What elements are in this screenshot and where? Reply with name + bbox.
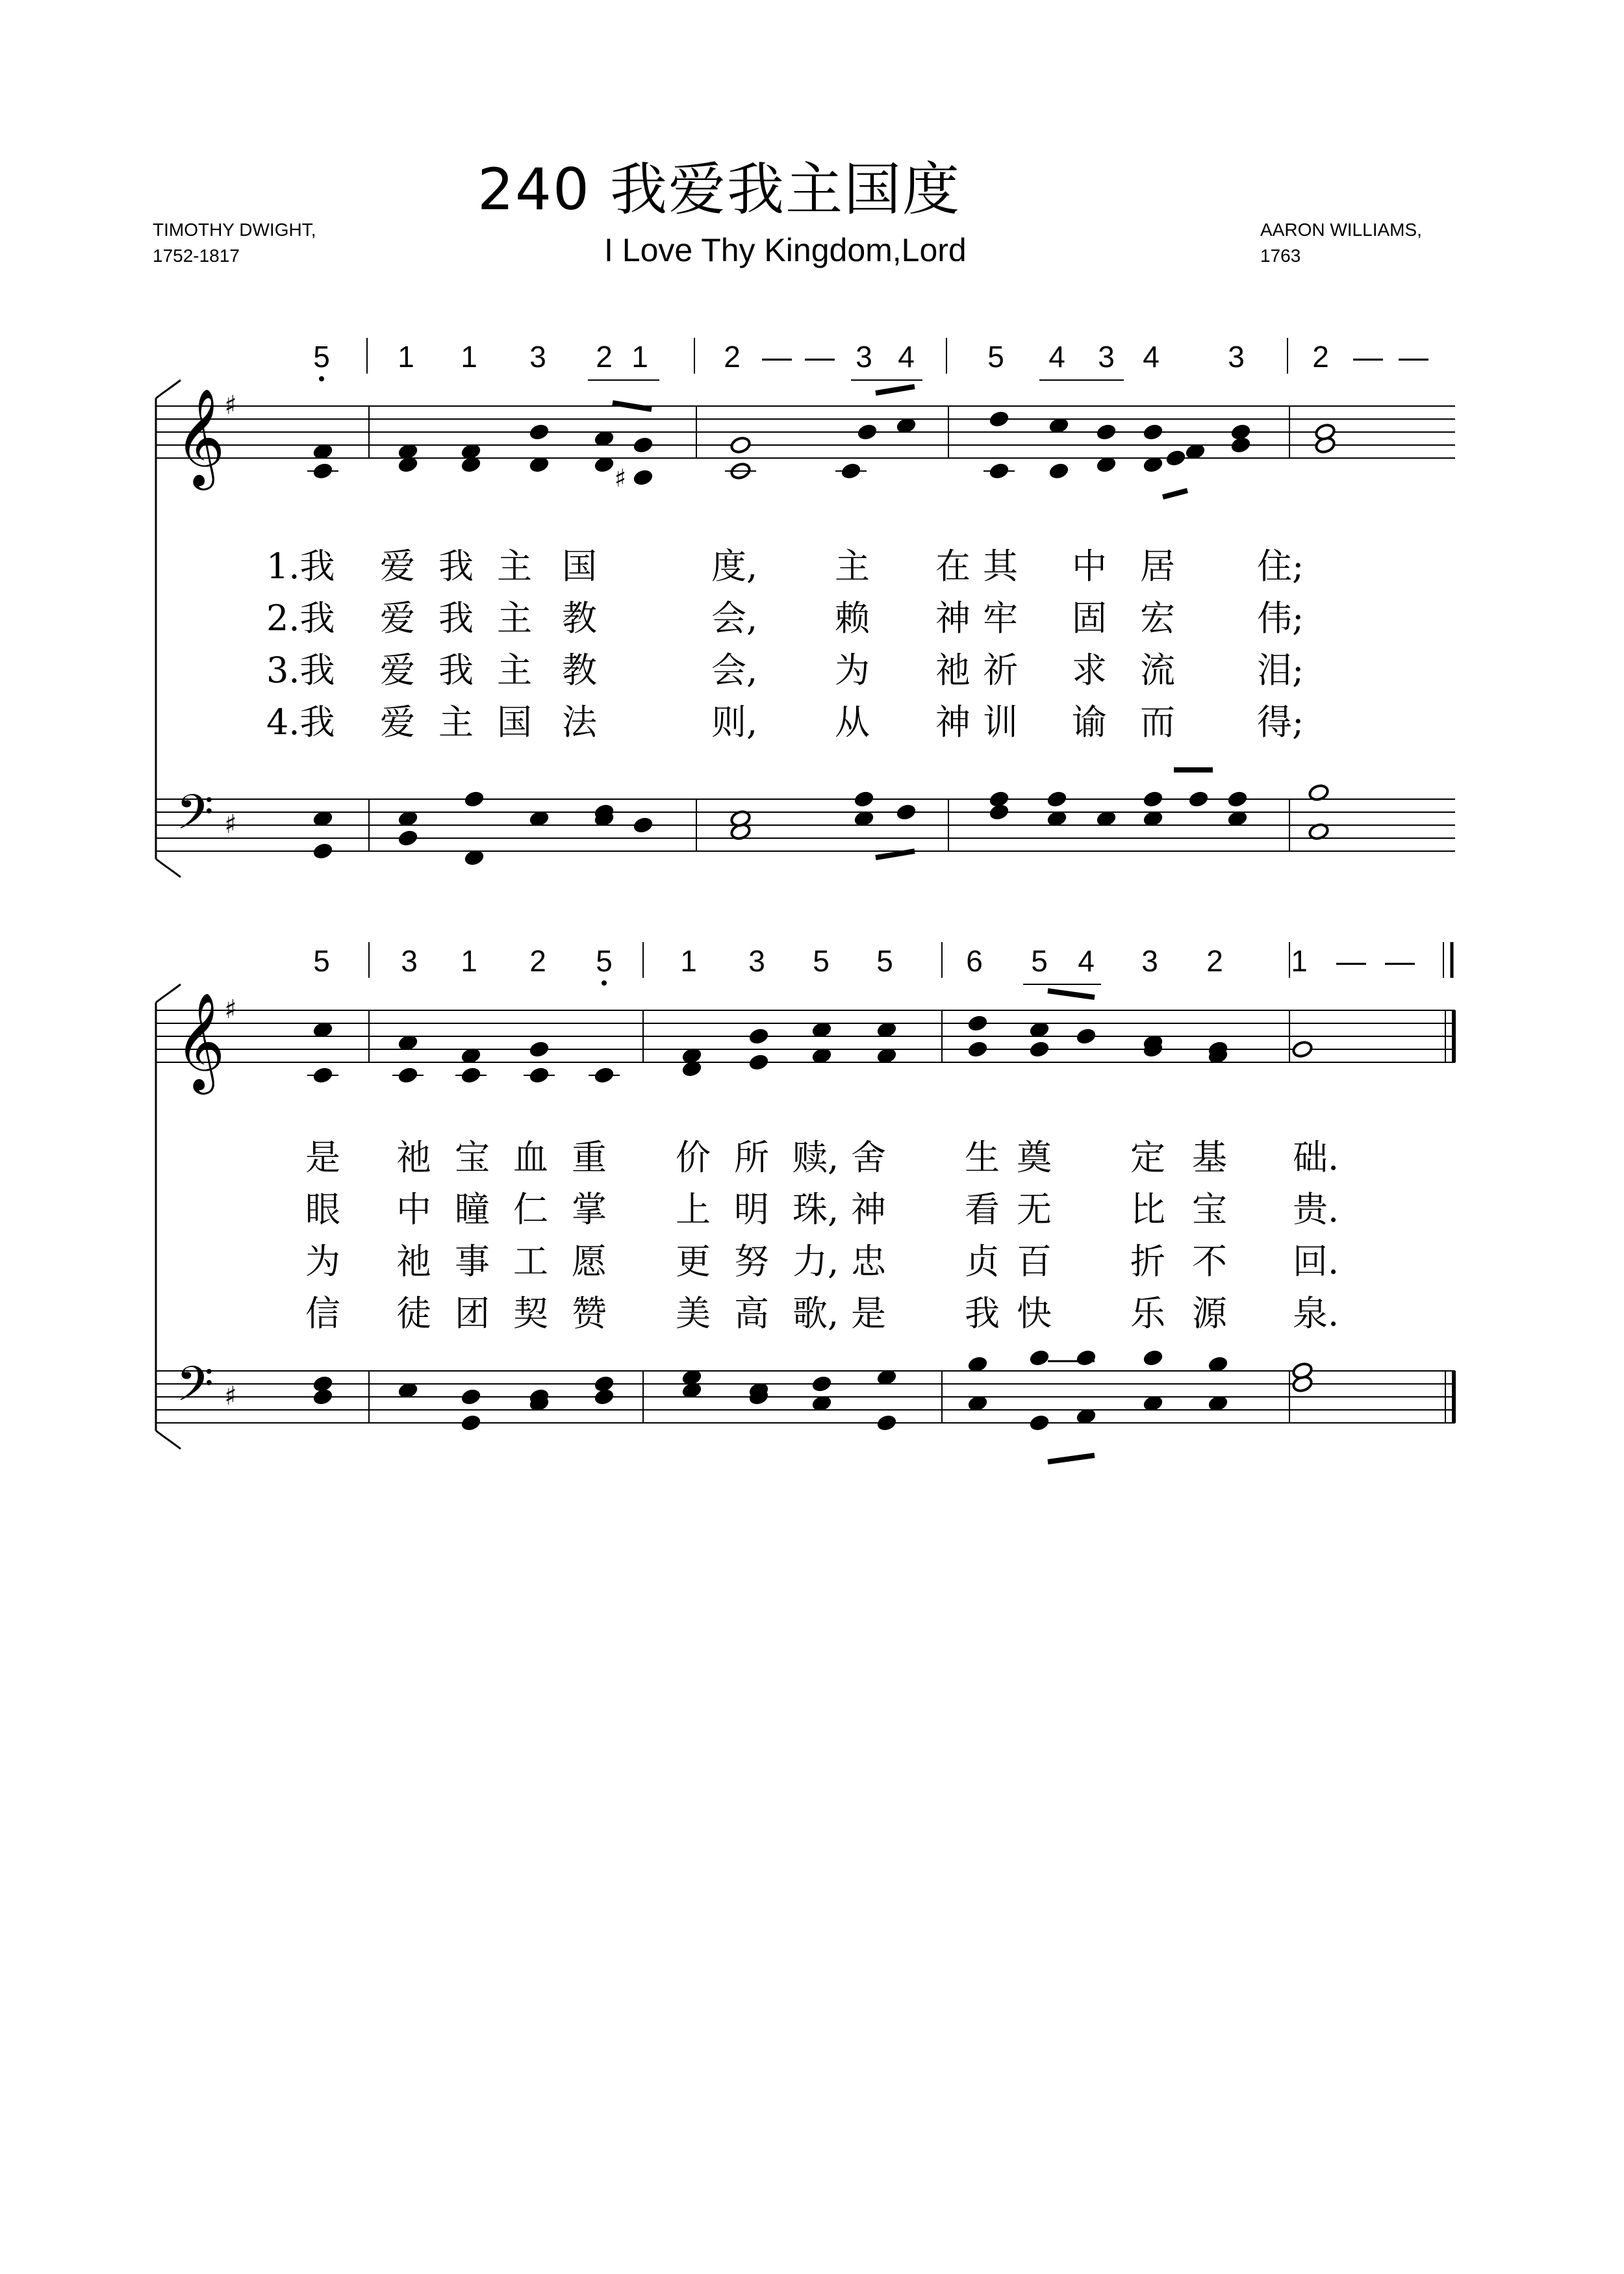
lyric-syllable: 主 xyxy=(497,546,532,587)
lyric-syllable: 仁 xyxy=(513,1189,548,1230)
lyric-syllable: 求 xyxy=(1072,650,1107,691)
lyric-syllable: 在 xyxy=(935,546,971,587)
note-head xyxy=(1142,423,1163,441)
lyric-syllable: 忠 xyxy=(851,1241,886,1282)
note-head xyxy=(988,410,1009,428)
note-head xyxy=(748,1053,769,1071)
jianpu-number: 1 xyxy=(461,944,477,978)
lyric-syllable: 神 xyxy=(851,1189,886,1230)
lyric-syllable: 赞 xyxy=(572,1293,607,1334)
beam xyxy=(1048,991,1095,997)
lyric-syllable: 折 xyxy=(1130,1241,1165,1282)
jianpu-number: — xyxy=(1399,340,1428,374)
jianpu-number: 5 xyxy=(596,944,613,978)
composer-years: 1763 xyxy=(1260,246,1301,266)
note-head xyxy=(528,423,550,441)
lyric-syllable: 团 xyxy=(455,1293,490,1334)
note-head xyxy=(632,816,653,834)
jianpu-number: 3 xyxy=(401,944,418,978)
jianpu-number: — xyxy=(762,340,792,374)
lyric-syllable: 赎, xyxy=(793,1137,839,1178)
note-head xyxy=(1028,1414,1050,1432)
lyric-syllable: 不 xyxy=(1192,1241,1227,1282)
lyric-syllable: 更 xyxy=(676,1241,711,1282)
beam xyxy=(876,387,915,393)
beam xyxy=(613,403,652,409)
jianpu-number: 5 xyxy=(1031,944,1048,978)
lyric-syllable: 得; xyxy=(1257,702,1304,743)
lyric-syllable: 契 xyxy=(513,1293,548,1334)
jianpu-number: 2 xyxy=(529,944,546,978)
lyric-syllable: 国 xyxy=(497,702,532,743)
jianpu-number: 1 xyxy=(631,340,648,374)
treble-staff xyxy=(156,406,1455,458)
lyric-syllable: 3.我 xyxy=(266,650,335,691)
lyric-syllable: 泪; xyxy=(1257,650,1304,691)
lyric-syllable: 主 xyxy=(438,702,474,743)
note-head xyxy=(460,1388,481,1406)
note-head xyxy=(632,436,653,454)
lyric-syllable: 眼 xyxy=(305,1189,340,1230)
lyric-syllable: 宝 xyxy=(1192,1189,1227,1230)
beam xyxy=(1048,1455,1095,1462)
octave-dot xyxy=(319,376,324,381)
note-head xyxy=(1187,790,1209,808)
note-head xyxy=(967,1040,988,1058)
lyric-syllable: 为 xyxy=(835,650,870,691)
lyric-syllable: 价 xyxy=(676,1137,711,1178)
jianpu-number: 3 xyxy=(529,340,546,374)
note-head xyxy=(1075,1027,1097,1045)
lyric-syllable: 我 xyxy=(965,1293,1000,1334)
note-head xyxy=(463,790,485,808)
note-head xyxy=(811,1375,832,1393)
lyric-syllable: 国 xyxy=(562,546,597,587)
lyric-syllable: 爱 xyxy=(380,650,415,691)
jianpu-number: 1 xyxy=(398,340,414,374)
lyric-syllable: 百 xyxy=(1017,1241,1052,1282)
lyric-syllable: 歌, xyxy=(793,1293,839,1334)
lyric-syllable: 神 xyxy=(935,598,971,639)
lyric-syllable: 牢 xyxy=(983,598,1018,639)
lyric-syllable: 上 xyxy=(676,1189,711,1230)
jianpu-number: 2 xyxy=(1206,944,1223,978)
lyric-syllable: 高 xyxy=(734,1293,769,1334)
jianpu-number: — xyxy=(1336,944,1366,978)
note-head xyxy=(1028,1040,1050,1058)
half-note-head xyxy=(1291,1362,1313,1380)
jianpu-number: — xyxy=(1353,340,1383,374)
sharp-icon: ♯ xyxy=(224,1381,237,1411)
lyric-syllable: 爱 xyxy=(380,598,415,639)
lyric-syllable: 教 xyxy=(562,650,597,691)
half-note-head xyxy=(1291,1040,1313,1058)
lyric-syllable: 快 xyxy=(1017,1293,1052,1334)
jianpu-number: 4 xyxy=(1048,340,1065,374)
lyric-syllable: 赖 xyxy=(835,598,870,639)
jianpu-number: 5 xyxy=(876,944,893,978)
jianpu-number: 3 xyxy=(748,944,765,978)
beam xyxy=(876,851,915,858)
bass-staff xyxy=(156,1371,1455,1423)
lyric-syllable: 主 xyxy=(497,598,532,639)
lyric-syllable: 其 xyxy=(983,546,1018,587)
hymn-title: 240 我爱我主国度 xyxy=(477,156,961,223)
jianpu-number: 1 xyxy=(1291,944,1308,978)
lyric-syllable: 回. xyxy=(1293,1241,1339,1282)
lyric-syllable: 2.我 xyxy=(266,598,335,639)
sharp-accidental-icon: ♯ xyxy=(614,464,627,492)
lyric-syllable: 爱 xyxy=(380,702,415,743)
lyric-syllable: 祂 xyxy=(396,1137,431,1178)
note-head xyxy=(312,1375,333,1393)
jianpu-number: — xyxy=(1385,944,1415,978)
composer-name: AARON WILLIAMS, xyxy=(1260,220,1422,240)
lyric-syllable: 泉. xyxy=(1293,1293,1339,1334)
lyric-syllable: 教 xyxy=(562,598,597,639)
lyric-syllable: 基 xyxy=(1192,1137,1227,1178)
note-head xyxy=(312,842,333,860)
lyric-syllable: 源 xyxy=(1192,1293,1227,1334)
lyric-syllable: 祂 xyxy=(935,650,971,691)
lyric-syllable: 重 xyxy=(572,1137,607,1178)
lyric-syllable: 事 xyxy=(455,1241,490,1282)
system-bracket xyxy=(156,859,181,877)
lyric-syllable: 无 xyxy=(1017,1189,1052,1230)
lyric-syllable: 乐 xyxy=(1130,1293,1165,1334)
lyricist-years: 1752-1817 xyxy=(153,246,240,266)
jianpu-number: 5 xyxy=(313,340,330,374)
jianpu-number: 2 xyxy=(724,340,741,374)
lyric-syllable: 看 xyxy=(965,1189,1000,1230)
lyric-syllable: 愿 xyxy=(572,1241,607,1282)
jianpu-number: 5 xyxy=(813,944,830,978)
lyric-syllable: 信 xyxy=(305,1293,340,1334)
lyric-syllable: 掌 xyxy=(572,1189,607,1230)
lyric-syllable: 我 xyxy=(438,546,474,587)
lyric-syllable: 贵. xyxy=(1293,1189,1339,1230)
jianpu-number: 3 xyxy=(1098,340,1115,374)
lyric-syllable: 础. xyxy=(1293,1137,1339,1178)
octave-dot xyxy=(602,980,607,986)
lyric-syllable: 珠, xyxy=(793,1189,839,1230)
lyric-syllable: 中 xyxy=(396,1189,431,1230)
half-note-head xyxy=(1314,423,1336,441)
jianpu-number: 3 xyxy=(1141,944,1158,978)
lyric-syllable: 是 xyxy=(851,1293,886,1334)
note-head xyxy=(895,803,917,821)
note-head xyxy=(967,1014,988,1032)
lyric-syllable: 贞 xyxy=(965,1241,1000,1282)
system-bracket xyxy=(156,1431,181,1449)
lyric-syllable: 法 xyxy=(562,702,597,743)
lyricist-name: TIMOTHY DWIGHT, xyxy=(153,220,316,240)
lyric-syllable: 神 xyxy=(935,702,971,743)
note-head xyxy=(1095,423,1117,441)
lyric-syllable: 主 xyxy=(835,546,870,587)
note-head xyxy=(988,790,1009,808)
jianpu-number: 1 xyxy=(680,944,697,978)
lyric-syllable: 宏 xyxy=(1140,598,1175,639)
jianpu-number: — xyxy=(805,340,835,374)
lyric-syllable: 努 xyxy=(734,1241,769,1282)
jianpu-number: 3 xyxy=(856,340,872,374)
bass-staff xyxy=(156,799,1455,851)
beam xyxy=(1163,491,1187,497)
note-head xyxy=(876,1414,897,1432)
hymn-subtitle: I Love Thy Kingdom,Lord xyxy=(604,232,967,268)
jianpu-number: 2 xyxy=(1312,340,1329,374)
lyric-syllable: 徒 xyxy=(396,1293,431,1334)
lyric-syllable: 居 xyxy=(1140,546,1175,587)
lyric-syllable: 比 xyxy=(1130,1189,1165,1230)
lyric-syllable: 我 xyxy=(438,598,474,639)
lyric-syllable: 度, xyxy=(711,546,758,587)
jianpu-number: 1 xyxy=(461,340,477,374)
lyric-syllable: 会, xyxy=(711,598,758,639)
treble-staff xyxy=(156,1010,1455,1062)
lyric-syllable: 血 xyxy=(513,1137,548,1178)
jianpu-number: 2 xyxy=(596,340,613,374)
lyric-syllable: 我 xyxy=(438,650,474,691)
lyric-syllable: 舍 xyxy=(851,1137,886,1178)
lyric-syllable: 则, xyxy=(711,702,758,743)
sharp-icon: ♯ xyxy=(224,810,237,839)
lyric-syllable: 中 xyxy=(1072,546,1107,587)
note-head xyxy=(1226,790,1248,808)
lyric-syllable: 爱 xyxy=(380,546,415,587)
note-head xyxy=(528,1040,550,1058)
note-head xyxy=(593,1375,615,1393)
lyric-syllable: 是 xyxy=(305,1137,340,1178)
lyric-syllable: 从 xyxy=(835,702,870,743)
lyric-syllable: 生 xyxy=(965,1137,1000,1178)
bass-clef-icon: 𝄢 xyxy=(176,1356,214,1424)
note-head xyxy=(632,468,653,487)
note-head xyxy=(856,423,878,441)
lyric-syllable: 祂 xyxy=(396,1241,431,1282)
note-head xyxy=(1142,1349,1163,1367)
lyric-syllable: 工 xyxy=(513,1241,548,1282)
note-head xyxy=(1028,1349,1050,1367)
note-head xyxy=(1048,462,1069,480)
lyric-syllable: 训 xyxy=(983,702,1018,743)
lyric-syllable: 美 xyxy=(676,1293,711,1334)
lyric-syllable: 1.我 xyxy=(266,546,335,587)
lyric-syllable: 明 xyxy=(734,1189,769,1230)
lyric-syllable: 力, xyxy=(793,1241,839,1282)
note-head xyxy=(1230,423,1251,441)
sharp-icon: ♯ xyxy=(224,995,237,1025)
note-head xyxy=(853,790,874,808)
note-head xyxy=(1046,790,1067,808)
lyric-syllable: 为 xyxy=(305,1241,340,1282)
lyric-syllable: 固 xyxy=(1072,598,1107,639)
lyric-syllable: 所 xyxy=(734,1137,769,1178)
note-head xyxy=(748,1027,769,1045)
note-head xyxy=(1165,449,1186,467)
lyric-syllable: 瞳 xyxy=(455,1189,490,1230)
lyric-syllable: 定 xyxy=(1130,1137,1165,1178)
note-head xyxy=(397,829,418,847)
sharp-icon: ♯ xyxy=(224,390,237,420)
jianpu-number: 6 xyxy=(966,944,983,978)
lyric-syllable: 伟; xyxy=(1257,598,1304,639)
lyric-syllable: 4.我 xyxy=(266,702,335,743)
jianpu-number: 4 xyxy=(898,340,915,374)
lyric-syllable: 祈 xyxy=(983,650,1018,691)
jianpu-number: 3 xyxy=(1228,340,1245,374)
treble-clef-icon: 𝄞 xyxy=(175,991,225,1090)
lyric-syllable: 谕 xyxy=(1072,702,1107,743)
lyric-syllable: 会, xyxy=(711,650,758,691)
lyric-syllable: 而 xyxy=(1140,702,1175,743)
jianpu-number: 5 xyxy=(313,944,330,978)
lyric-syllable: 流 xyxy=(1140,650,1175,691)
treble-clef-icon: 𝄞 xyxy=(175,387,225,486)
note-head xyxy=(460,1414,481,1432)
lyric-syllable: 奠 xyxy=(1017,1137,1052,1178)
lyric-syllable: 宝 xyxy=(455,1137,490,1178)
bass-clef-icon: 𝄢 xyxy=(176,784,214,852)
note-head xyxy=(1075,1349,1097,1367)
jianpu-number: 4 xyxy=(1143,340,1160,374)
lyric-syllable: 住; xyxy=(1257,546,1304,587)
half-note-head xyxy=(730,436,751,454)
note-head xyxy=(1142,790,1163,808)
lyric-syllable: 主 xyxy=(497,650,532,691)
jianpu-number: 4 xyxy=(1078,944,1095,978)
jianpu-number: 5 xyxy=(987,340,1004,374)
